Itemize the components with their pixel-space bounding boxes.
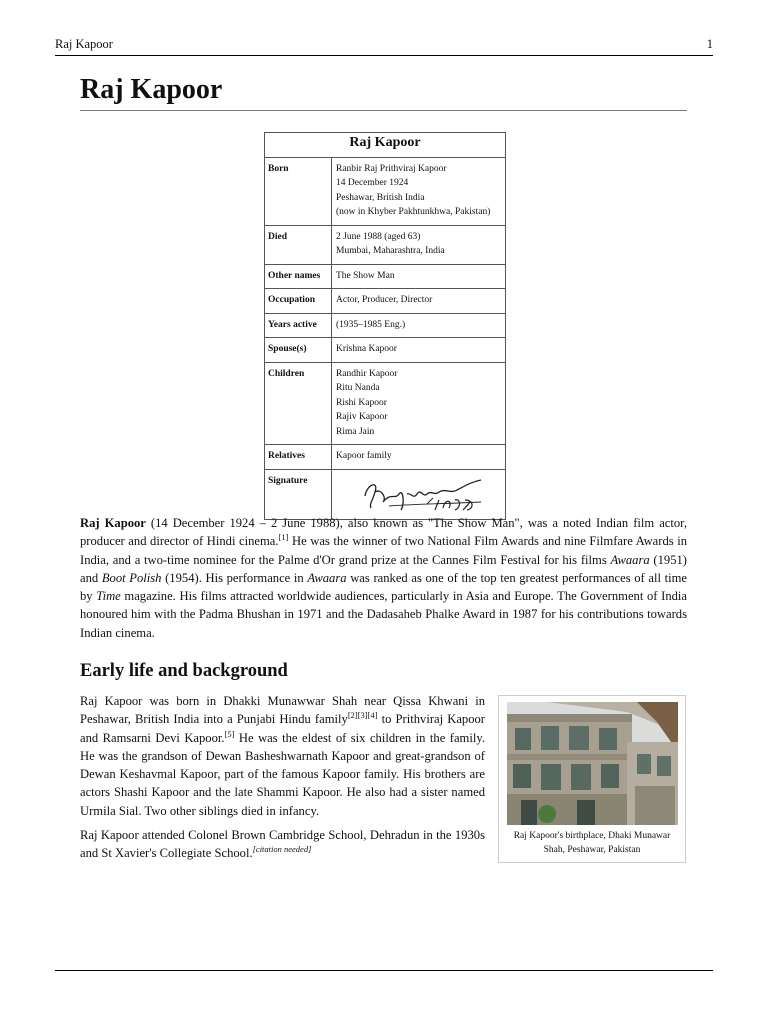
page-number: 1: [706, 37, 713, 51]
lead-text: (14 December 1924 – 2 June 1988), also known as "The Show Man", was a noted Indian film actor, producer and director of Hindi cinema.: [80, 516, 688, 549]
citation-link[interactable]: [5]: [224, 728, 235, 739]
film-title: Awaara: [307, 570, 347, 585]
child-name: Rima Jain: [336, 426, 375, 437]
infobox-value: Actor, Producer, Director: [336, 295, 433, 305]
running-title: Raj Kapoor: [55, 37, 113, 51]
title-divider: [80, 110, 687, 111]
infobox-value: [332, 363, 505, 445]
page-title: Raj Kapoor: [80, 74, 223, 105]
school-paragraph: [80, 826, 485, 863]
infobox-value: [332, 226, 505, 264]
infobox-label: Other names: [265, 265, 332, 289]
film-title: Awaara: [610, 552, 650, 567]
infobox: [264, 132, 506, 520]
infobox-row-signature: [265, 470, 505, 519]
lead-text: (1951) and: [80, 552, 687, 585]
infobox-label: Died: [265, 226, 332, 264]
paragraph-text: He was the eldest of six children in the family. He was the grandson of Dewan Basheshwarnath Kapoor and great-grandson of Dewan Keshavmal Kapoor, part of the famous Kapoor family. His brothers are actors Shashi Kapoor and the late Shammi Kapoor. He also had a sister named Urmila Sial. Two other siblings died in infancy.: [80, 730, 485, 818]
born-line: 14 December 1924: [336, 178, 409, 188]
lead-paragraph: [80, 514, 687, 642]
lead-text: magazine. His films attracted worldwide audiences, particularly in Asia and Europe. The Government of India honoured him with the Padma Bhushan in 1971 and the Dadasaheb Phalke Award in 1987 for his contributions towards Indian cinema.: [80, 589, 688, 640]
born-line: Ranbir Raj Prithviraj Kapoor: [336, 163, 447, 174]
building-photo-illustration: [507, 702, 678, 825]
infobox-row-relatives: [265, 445, 505, 470]
infobox-value: Kapoor family: [336, 451, 392, 461]
child-name: Randhir Kapoor: [336, 368, 398, 379]
infobox-row-children: [265, 363, 505, 446]
infobox-value: [332, 158, 505, 225]
header-divider: [55, 55, 713, 56]
died-line: Mumbai, Maharashtra, India: [336, 246, 445, 256]
infobox-label: Relatives: [265, 445, 332, 469]
infobox-value: [332, 470, 505, 519]
infobox-row-other-names: [265, 265, 505, 290]
infobox-title: Raj Kapoor: [265, 133, 505, 158]
birthplace-figure: [498, 695, 686, 863]
infobox-label: Occupation: [265, 289, 332, 313]
infobox-label: Spouse(s): [265, 338, 332, 362]
infobox-row-occupation: [265, 289, 505, 314]
infobox-value: Krishna Kapoor: [336, 344, 397, 354]
lead-text: (1954). His performance in: [161, 570, 308, 585]
infobox-label: Children: [265, 363, 332, 445]
child-name: Rishi Kapoor: [336, 397, 387, 408]
section-heading: Early life and background: [80, 661, 288, 681]
died-line: 2 June 1988 (aged 63): [336, 231, 421, 242]
infobox-row-died: [265, 226, 505, 265]
magazine-title: Time: [96, 589, 121, 604]
infobox-row-spouse: [265, 338, 505, 363]
running-header: [55, 37, 713, 51]
lead-text: He was the winner of two National Film Awards and nine Filmfare Awards in India, and a two-time nominee for the Palme d'Or grand prize at the Cannes Film Festival for his films: [80, 534, 688, 567]
early-life-paragraph: [80, 692, 485, 820]
film-title: Boot Polish: [101, 570, 162, 585]
subject-name: Raj Kapoor: [80, 516, 146, 530]
paragraph-text: Raj Kapoor attended Colonel Brown Cambridge School, Dehradun in the 1930s and St Xavier's Collegiate School.: [80, 828, 485, 861]
signature-image: [361, 474, 486, 514]
child-name: Rajiv Kapoor: [336, 412, 388, 422]
citation-link[interactable]: [1]: [278, 532, 289, 543]
born-line: (now in Khyber Pakhtunkhwa, Pakistan): [336, 207, 491, 217]
born-line: Peshawar, British India: [336, 192, 425, 203]
paragraph-text: Raj Kapoor was born in Dhakki Munawwar Shah near Qissa Khwani in Peshawar, British India into a Punjabi Hindu family: [80, 694, 485, 727]
infobox-row-born: [265, 158, 505, 226]
infobox-value: (1935–1985 Eng.): [336, 319, 406, 330]
infobox-row-years-active: [265, 314, 505, 339]
citation-link[interactable]: [2][3][4]: [347, 710, 378, 721]
infobox-label: Years active: [265, 314, 332, 338]
birthplace-photo: [507, 702, 678, 825]
infobox-label: Born: [265, 158, 332, 225]
citation-needed-note[interactable]: [citation needed]: [252, 844, 312, 855]
paragraph-text: to Prithviraj Kapoor and Ramsarni Devi Kapoor.: [80, 712, 485, 745]
figure-caption: Raj Kapoor's birthplace, Dhaki Munawar Shah, Peshawar, Pakistan: [513, 831, 671, 855]
infobox-value: The Show Man: [336, 270, 395, 281]
infobox-label: Signature: [265, 470, 332, 519]
lead-text: was ranked as one of the top ten greatest performances of all time by: [80, 570, 687, 604]
child-name: Ritu Nanda: [336, 383, 380, 393]
footer-divider: [55, 970, 713, 971]
